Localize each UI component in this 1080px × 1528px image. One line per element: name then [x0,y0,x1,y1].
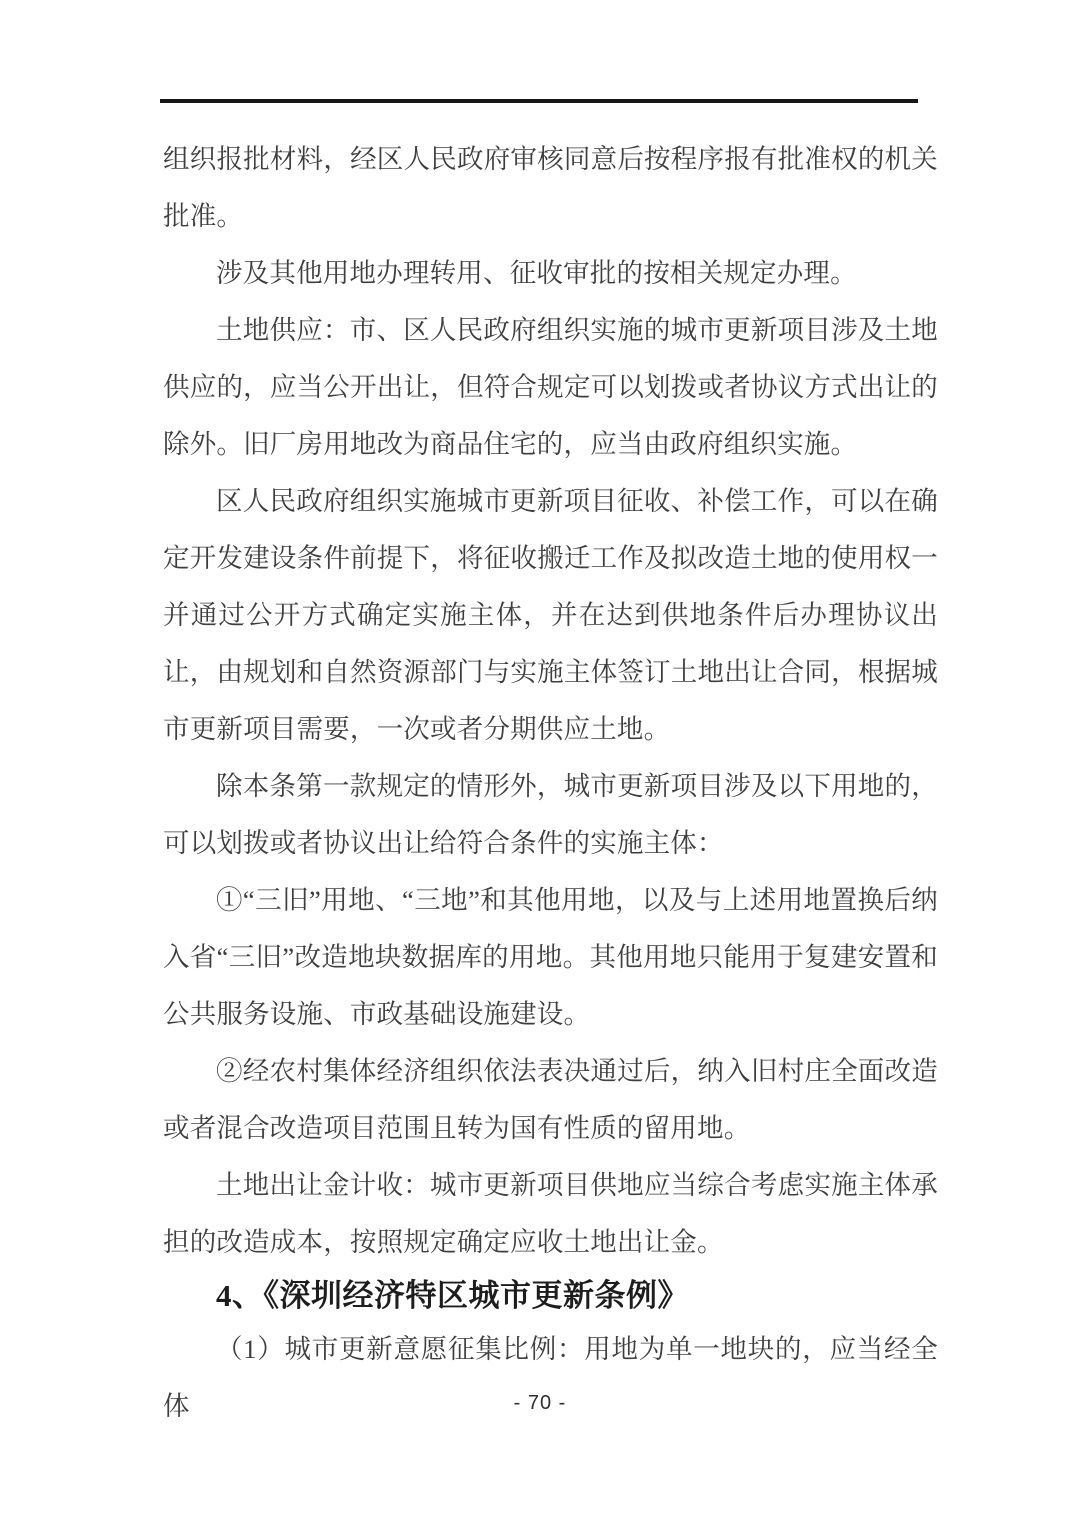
paragraph-district-implementation: 区人民政府组织实施城市更新项目征收、补偿工作，可以在确定开发建设条件前提下，将征收搬迁工作及拟改造土地的使用权一并通过公开方式确定实施主体，并在达到供地条件后办理协议出让，由规划和自然资源部门与实施主体签订土地出让合同，根据城市更新项目需要，一次或者分期供应土地。 [163,486,938,744]
paragraph-exceptions-intro: 除本条第一款规定的情形外，城市更新项目涉及以下用地的，可以划拨或者协议出让给符合条件的实施主体： [163,771,938,858]
section-heading: 4、《深圳经济特区城市更新条例》 [216,1278,689,1313]
paragraph-continuation: 组织报批材料，经区人民政府审核同意后按程序报有批准权的机关批准。 [163,144,938,231]
paragraph-next-section: （1）城市更新意愿征集比例：用地为单一地块的，应当经全体 [163,1334,938,1421]
paragraph-item-2: ②经农村集体经济组织依法表决通过后，纳入旧村庄全面改造或者混合改造项目范围且转为国有性质的留用地。 [163,1056,938,1143]
paragraph: 涉及其他用地办理转用、征收审批的按相关规定办理。 [216,258,857,288]
page-body [163,131,938,1435]
page-number: - 70 - [513,1392,567,1414]
paragraph-land-supply: 土地供应：市、区人民政府组织实施的城市更新项目涉及土地供应的，应当公开出让，但符合规定可以划拨或者协议方式出让的除外。旧厂房用地改为商品住宅的，应当由政府组织实施。 [163,315,938,459]
paragraph-land-transfer-fee: 土地出让金计收：城市更新项目供地应当综合考虑实施主体承担的改造成本，按照规定确定应收土地出让金。 [163,1170,938,1257]
header-rule [160,99,918,103]
paragraph-item-1: ①“三旧”用地、“三地”和其他用地，以及与上述用地置换后纳入省“三旧”改造地块数据库的用地。其他用地只能用于复建安置和公共服务设施、市政基础设施建设。 [163,885,938,1029]
